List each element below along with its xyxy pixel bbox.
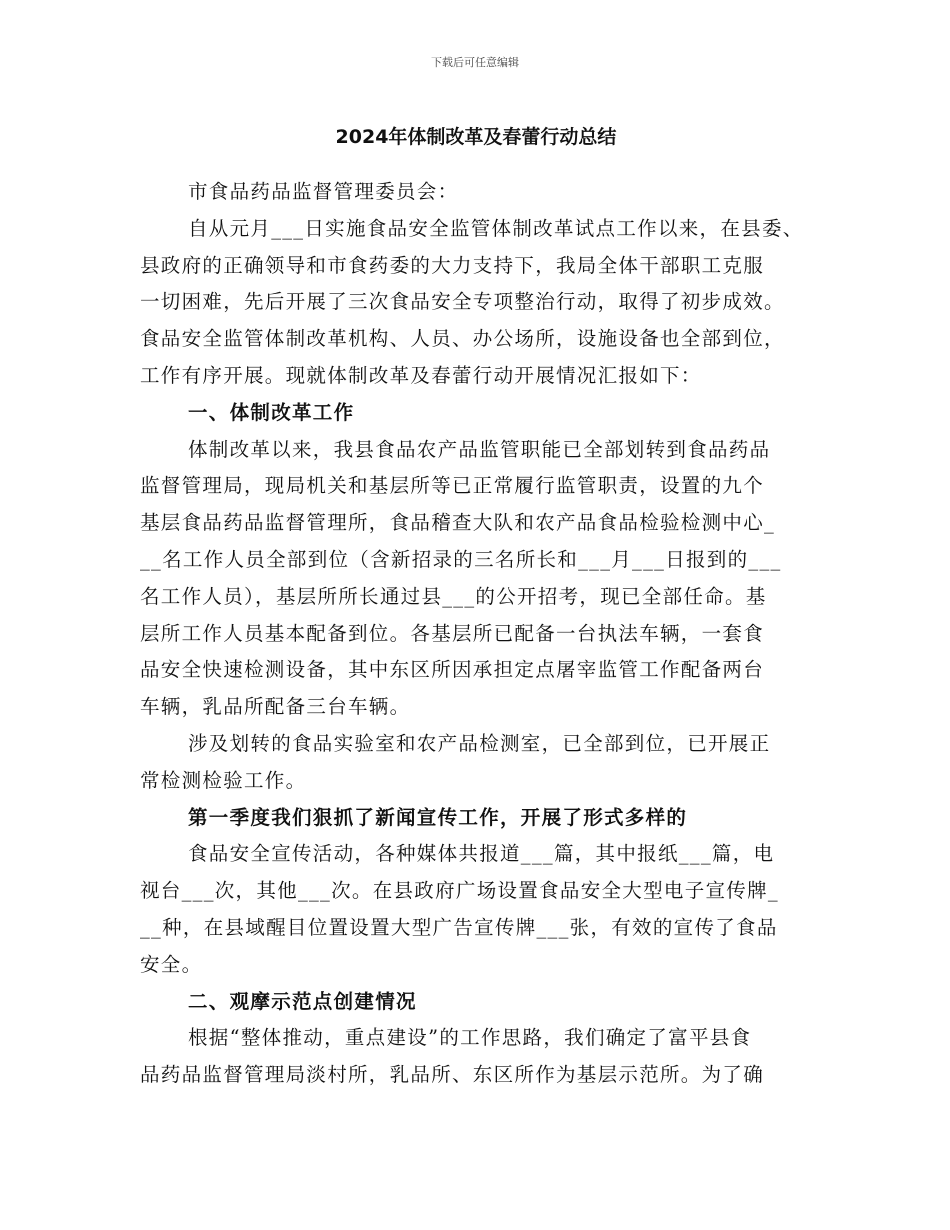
paragraph-line: 食品安全监管体制改革机构、人员、办公场所，设施设备也全部到位， <box>140 327 785 351</box>
paragraph-line: 基层食品药品监督管理所，食品稽查大队和农产品食品检验检测中心_ <box>140 511 776 535</box>
paragraph-line: 根据“整体推动，重点建设”的工作思路，我们确定了富平县食 <box>188 1026 752 1050</box>
paragraph-line: 常检测检验工作。 <box>140 768 307 792</box>
document-title: 2024年体制改革及春蕾行动总结 <box>335 126 617 148</box>
paragraph-line: __种，在县域醒目位置设置大型广告宣传牌___张，有效的宣传了食品 <box>140 915 778 939</box>
paragraph-line: 层所工作人员基本配备到位。各基层所已配备一台执法车辆，一套食 <box>140 621 765 645</box>
paragraph-line: 视台___次，其他___次。在县政府广场设置食品安全大型电子宣传牌_ <box>140 879 779 903</box>
paragraph-line: 体制改革以来，我县食品农产品监管职能已全部划转到食品药品 <box>188 437 771 461</box>
paragraph-line: 工作有序开展。现就体制改革及春蕾行动开展情况汇报如下： <box>140 363 702 387</box>
document-body <box>140 122 812 1094</box>
paragraph-line: 监督管理局，现局机关和基层所等已正常履行监管职责，设置的九个 <box>140 474 765 498</box>
paragraph-line: 涉及划转的食品实验室和农产品检测室，已全部到位，已开展正 <box>188 731 771 755</box>
paragraph-line: 安全。 <box>140 952 203 976</box>
paragraph-line: 名工作人员），基层所所长通过县___的公开招考，现已全部任命。基 <box>140 584 767 608</box>
section-heading-1: 一、体制改革工作 <box>188 400 355 424</box>
paragraph-line: 食品安全宣传活动，各种媒体共报道___篇，其中报纸___篇，电 <box>188 842 775 866</box>
paragraph-line: 品安全快速检测设备，其中东区所因承担定点屠宰监管工作配备两台 <box>140 658 765 682</box>
header-note: 下载后可任意编辑 <box>431 56 519 69</box>
paragraph-line: 自从元月___日实施食品安全监管体制改革试点工作以来，在县委、 <box>188 216 804 240</box>
paragraph-line: 品药品监督管理局淡村所，乳品所、东区所作为基层示范所。为了确 <box>140 1063 765 1087</box>
paragraph-line: 一切困难，先后开展了三次食品安全专项整治行动，取得了初步成效。 <box>140 290 785 314</box>
bold-lead-line: 第一季度我们狠抓了新闻宣传工作，开展了形式多样的 <box>188 805 688 829</box>
paragraph-line: __名工作人员全部到位（含新招录的三名所长和___月___日报到的___ <box>140 547 782 571</box>
paragraph-line: 县政府的正确领导和市食药委的大力支持下，我局全体干部职工克服 <box>140 253 765 277</box>
salutation: 市食品药品监督管理委员会： <box>188 180 459 203</box>
paragraph-line: 车辆，乳品所配备三台车辆。 <box>140 695 411 719</box>
section-heading-2: 二、观摩示范点创建情况 <box>188 989 417 1013</box>
